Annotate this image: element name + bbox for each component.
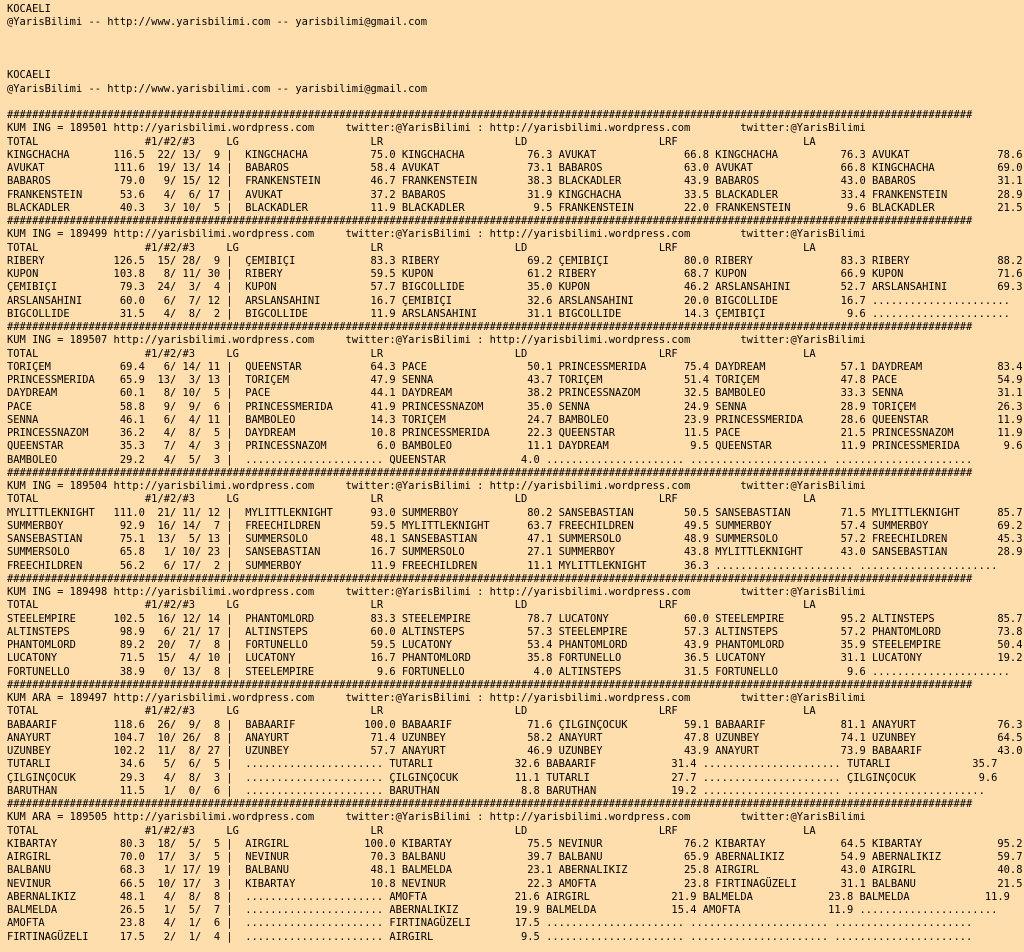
- result-row: BALMELDA 26.5 1/ 5/ 7 | ...................... ABERNALIKIZ 19.9 BALMELDA 15.4 AMOFTA 11.9 ......................: [7, 903, 998, 916]
- separator-line: ##########################################################################################################################################################: [7, 108, 973, 121]
- separator-line: ##########################################################################################################################################################: [7, 571, 973, 585]
- result-row: TUTARLI 34.6 5/ 6/ 5 | ...................... TUTARLI 32.6 BABAARIF 31.4 ...................... TUTARLI 35.7: [7, 757, 998, 771]
- result-row: ABERNALIKIZ 48.1 4/ 8/ 8 | ...................... AMOFTA 21.6 AIRGIRL 21.9 BALMELDA 23.8 BALMELDA 11.9: [7, 889, 1010, 903]
- result-row: KUPON 103.8 8/ 11/ 30 | RIBERY 59.5 KUPON 61.2 RIBERY 68.7 KUPON 66.9 KUPON 71.6: [7, 267, 1023, 280]
- column-header-line: TOTAL #1/#2/#3 LG LR LD LRF LA: [7, 346, 816, 360]
- result-row: SENNA 46.1 6/ 4/ 11 | BAMBOLEO 14.3 TORIÇEM 24.7 BAMBOLEO 23.9 PRINCESSMERIDA 28.6 QUEENSTAR 11.9: [7, 412, 1023, 426]
- blank-line: [7, 29, 1022, 42]
- result-row: SANSEBASTIAN 75.1 13/ 5/ 13 | SUMMERSOLO 48.1 SANSEBASTIAN 47.1 SUMMERSOLO 48.9 SUMMERSOLO 57.2 FREECHILDREN 45.3: [7, 532, 1023, 545]
- result-row: BIGCOLLIDE 31.5 4/ 8/ 2 | BIGCOLLIDE 11.9 ARSLANSAHINI 31.1 BIGCOLLIDE 14.3 ÇEMIBIÇI 9.6 ......................: [7, 306, 1010, 320]
- race-header-line: KUM ING = 189501 http://yarisbilimi.wordpress.com twitter:@YarisBilimi : http://yarisbilimi.wordpress.com twitter:@YarisBilimi: [7, 121, 866, 135]
- separator-line: ##########################################################################################################################################################: [7, 677, 973, 691]
- column-header-line: TOTAL #1/#2/#3 LG LR LD LRF LA: [7, 492, 816, 506]
- separator-line: ##########################################################################################################################################################: [7, 214, 973, 227]
- result-row: BARUTHAN 11.5 1/ 0/ 6 | ...................... BARUTHAN 8.8 BARUTHAN 19.2 ...................... ......................: [7, 783, 985, 797]
- result-row: DAYDREAM 60.1 8/ 10/ 5 | PACE 44.1 DAYDREAM 38.2 PRINCESSNAZOM 32.5 BAMBOLEO 33.3 SENNA 31.1: [7, 386, 1023, 400]
- result-row: PRINCESSNAZOM 36.2 4/ 8/ 5 | DAYDREAM 10.8 PRINCESSMERIDA 22.3 QUEENSTAR 11.5 PACE 21.5 PRINCESSNAZOM 11.9: [7, 426, 1023, 439]
- column-header-line: TOTAL #1/#2/#3 LG LR LD LRF LA: [7, 240, 816, 254]
- race-header-line: KUM ING = 189499 http://yarisbilimi.wordpress.com twitter:@YarisBilimi : http://yarisbilimi.wordpress.com twitter:@YarisBilimi: [7, 227, 866, 241]
- column-header-line: TOTAL #1/#2/#3 LG LR LD LRF LA: [7, 823, 816, 837]
- result-row: STEELEMPIRE 102.5 16/ 12/ 14 | PHANTOMLORD 83.3 STEELEMPIRE 78.7 LUCATONY 60.0 STEELEMPIRE 95.2 ALTINSTEPS 85.7: [7, 611, 1023, 625]
- blank-line: [7, 55, 1022, 68]
- separator-line: ##########################################################################################################################################################: [7, 465, 973, 479]
- result-row: FREECHILDREN 56.2 6/ 17/ 2 | SUMMERBOY 11.9 FREECHILDREN 11.1 MYLITTLEKNIGHT 36.3 ...................... ......................: [7, 558, 998, 572]
- race-header-line: KUM ARA = 189505 http://yarisbilimi.wordpress.com twitter:@YarisBilimi : http://yarisbilimi.wordpress.com twitter:@YarisBilimi: [7, 810, 866, 824]
- result-row: BAMBOLEO 29.2 4/ 5/ 3 | ...................... QUEENSTAR 4.0 ...................... ...................... ......................: [7, 452, 973, 466]
- column-header-line: TOTAL #1/#2/#3 LG LR LD LRF LA: [7, 598, 816, 612]
- result-row: KIBARTAY 80.3 18/ 5/ 5 | AIRGIRL 100.0 KIBARTAY 75.5 NEVINUR 76.2 KIBARTAY 64.5 KIBARTAY 95.2: [7, 836, 1023, 850]
- result-row: ALTINSTEPS 98.9 6/ 21/ 17 | ALTINSTEPS 60.0 ALTINSTEPS 57.3 STEELEMPIRE 57.3 ALTINSTEPS 57.2 PHANTOMLORD 73.8: [7, 624, 1023, 638]
- race-header-line: KUM ING = 189498 http://yarisbilimi.wordpress.com twitter:@YarisBilimi : http://yarisbilimi.wordpress.com twitter:@YarisBilimi: [7, 585, 866, 598]
- result-row: UZUNBEY 102.2 11/ 8/ 27 | UZUNBEY 57.7 ANAYURT 46.9 UZUNBEY 43.9 ANAYURT 73.9 BABAARIF 43.0: [7, 744, 1023, 757]
- column-header-line: TOTAL #1/#2/#3 LG LR LD LRF LA: [7, 704, 816, 718]
- result-row: PRINCESSMERIDA 65.9 13/ 3/ 13 | TORIÇEM 47.9 SENNA 43.7 TORIÇEM 51.4 TORIÇEM 47.8 PACE 54.9: [7, 373, 1023, 386]
- result-row: FIRTINAGÜZELI 17.5 2/ 1/ 4 | ...................... AIRGIRL 9.5 ...................... ...................... ......................: [7, 929, 973, 943]
- result-row: BABAROS 79.0 9/ 15/ 12 | FRANKENSTEIN 46.7 FRANKENSTEIN 38.3 BLACKADLER 43.9 BABAROS 43.0 BABAROS 31.1: [7, 174, 1023, 188]
- race-header-line: KUM ARA = 189497 http://yarisbilimi.wordpress.com twitter:@YarisBilimi : http://yarisbilimi.wordpress.com twitter:@YarisBilimi: [7, 691, 866, 704]
- city-title: KOCAELI: [7, 2, 51, 15]
- result-row: RIBERY 126.5 15/ 28/ 9 | ÇEMIBIÇI 83.3 RIBERY 69.2 ÇEMIBIÇI 80.0 RIBERY 83.3 RIBERY 88.2: [7, 253, 1023, 267]
- race-prediction-report: [7, 2, 1022, 943]
- race-header-line: KUM ING = 189504 http://yarisbilimi.wordpress.com twitter:@YarisBilimi : http://yarisbilimi.wordpress.com twitter:@YarisBilimi: [7, 479, 866, 492]
- result-row: ARSLANSAHINI 60.0 6/ 7/ 12 | ARSLANSAHINI 16.7 ÇEMIBIÇI 32.6 ARSLANSAHINI 20.0 BIGCOLLIDE 16.7 ......................: [7, 293, 1010, 307]
- column-header-line: TOTAL #1/#2/#3 LG LR LD LRF LA: [7, 134, 816, 148]
- blank-line: [7, 95, 1022, 108]
- result-row: AMOFTA 23.8 4/ 1/ 6 | ...................... FIRTINAGÜZELI 17.5 ...................... ...................... ......................: [7, 916, 973, 930]
- contact-line: @YarisBilimi -- http://www.yarisbilimi.com -- yarisbilimi@gmail.com: [7, 15, 427, 29]
- result-row: NEVINUR 66.5 10/ 17/ 3 | KIBARTAY 10.8 NEVINUR 22.3 AMOFTA 23.8 FIRTINAGÜZELI 31.1 BALBANU 21.5: [7, 876, 1023, 890]
- race-header-line: KUM ING = 189507 http://yarisbilimi.wordpress.com twitter:@YarisBilimi : http://yarisbilimi.wordpress.com twitter:@YarisBilimi: [7, 333, 866, 347]
- result-row: BLACKADLER 40.3 3/ 10/ 5 | BLACKADLER 11.9 BLACKADLER 9.5 FRANKENSTEIN 22.0 FRANKENSTEIN 9.6 BLACKADLER 21.5: [7, 200, 1023, 214]
- result-row: BALBANU 68.3 1/ 17/ 19 | BALBANU 48.1 BALMELDA 23.1 ABERNALIKIZ 25.8 AIRGIRL 43.0 AIRGIRL 40.8: [7, 863, 1023, 877]
- result-row: FORTUNELLO 38.9 0/ 13/ 8 | STEELEMPIRE 9.6 FORTUNELLO 4.0 ALTINSTEPS 31.5 FORTUNELLO 9.6 ......................: [7, 664, 1010, 678]
- result-row: AVUKAT 111.6 19/ 13/ 14 | BABAROS 58.4 AVUKAT 73.1 BABAROS 63.0 AVUKAT 66.8 KINGCHACHA 69.0: [7, 161, 1023, 174]
- contact-line: @YarisBilimi -- http://www.yarisbilimi.com -- yarisbilimi@gmail.com: [7, 81, 427, 95]
- result-row: TORIÇEM 69.4 6/ 14/ 11 | QUEENSTAR 64.3 PACE 50.1 PRINCESSMERIDA 75.4 DAYDREAM 57.1 DAYDREAM 83.4: [7, 359, 1023, 373]
- result-row: AIRGIRL 70.0 17/ 3/ 5 | NEVINUR 70.3 BALBANU 39.7 BALBANU 65.9 ABERNALIKIZ 54.9 ABERNALIKIZ 59.7: [7, 850, 1023, 863]
- result-row: FRANKENSTEIN 53.6 4/ 6/ 17 | AVUKAT 37.2 BABAROS 31.9 KINGCHACHA 33.5 BLACKADLER 33.4 FRANKENSTEIN 28.9: [7, 187, 1023, 201]
- result-row: ANAYURT 104.7 10/ 26/ 8 | ANAYURT 71.4 UZUNBEY 58.2 ANAYURT 47.8 UZUNBEY 74.1 UZUNBEY 64.5: [7, 730, 1023, 744]
- result-row: ÇEMIBIÇI 79.3 24/ 3/ 4 | KUPON 57.7 BIGCOLLIDE 35.0 KUPON 46.2 ARSLANSAHINI 52.7 ARSLANSAHINI 69.3: [7, 280, 1023, 294]
- result-row: SUMMERBOY 92.9 16/ 14/ 7 | FREECHILDREN 59.5 MYLITTLEKNIGHT 63.7 FREECHILDREN 49.5 SUMMERBOY 57.4 SUMMERBOY 69.2: [7, 518, 1023, 532]
- blank-line: [7, 42, 1022, 55]
- result-row: PACE 58.8 9/ 9/ 6 | PRINCESSMERIDA 41.9 PRINCESSNAZOM 35.0 SENNA 24.9 SENNA 28.9 TORIÇEM 26.3: [7, 399, 1023, 413]
- result-row: LUCATONY 71.5 15/ 4/ 10 | LUCATONY 16.7 PHANTOMLORD 35.8 FORTUNELLO 36.5 LUCATONY 31.1 LUCATONY 19.2: [7, 651, 1023, 665]
- separator-line: ##########################################################################################################################################################: [7, 320, 973, 333]
- separator-line: ##########################################################################################################################################################: [7, 797, 973, 810]
- result-row: ÇILGINÇOCUK 29.3 4/ 8/ 3 | ...................... ÇILGINÇOCUK 11.1 TUTARLI 27.7 ...................... ÇILGINÇOCUK 9.6: [7, 770, 998, 784]
- city-title: KOCAELI: [7, 68, 51, 82]
- result-row: PHANTOMLORD 89.2 20/ 7/ 8 | FORTUNELLO 59.5 LUCATONY 53.4 PHANTOMLORD 43.9 PHANTOMLORD 35.9 STEELEMPIRE 50.4: [7, 638, 1023, 651]
- result-row: KINGCHACHA 116.5 22/ 13/ 9 | KINGCHACHA 75.0 KINGCHACHA 76.3 AVUKAT 66.8 KINGCHACHA 76.3 AVUKAT 78.6: [7, 147, 1023, 161]
- result-row: MYLITTLEKNIGHT 111.0 21/ 11/ 12 | MYLITTLEKNIGHT 93.0 SUMMERBOY 80.2 SANSEBASTIAN 50.5 SANSEBASTIAN 71.5 MYLITTLEKNIGHT 85.7: [7, 505, 1023, 519]
- result-row: BABAARIF 118.6 26/ 9/ 8 | BABAARIF 100.0 BABAARIF 71.6 ÇILGINÇOCUK 59.1 BABAARIF 81.1 ANAYURT 76.3: [7, 717, 1023, 731]
- result-row: QUEENSTAR 35.3 7/ 4/ 3 | PRINCESSNAZOM 6.0 BAMBOLEO 11.1 DAYDREAM 9.5 QUEENSTAR 11.9 PRINCESSMERIDA 9.6: [7, 439, 1023, 453]
- result-row: SUMMERSOLO 65.8 1/ 10/ 23 | SANSEBASTIAN 16.7 SUMMERSOLO 27.1 SUMMERBOY 43.8 MYLITTLEKNIGHT 43.0 SANSEBASTIAN 28.9: [7, 545, 1023, 559]
